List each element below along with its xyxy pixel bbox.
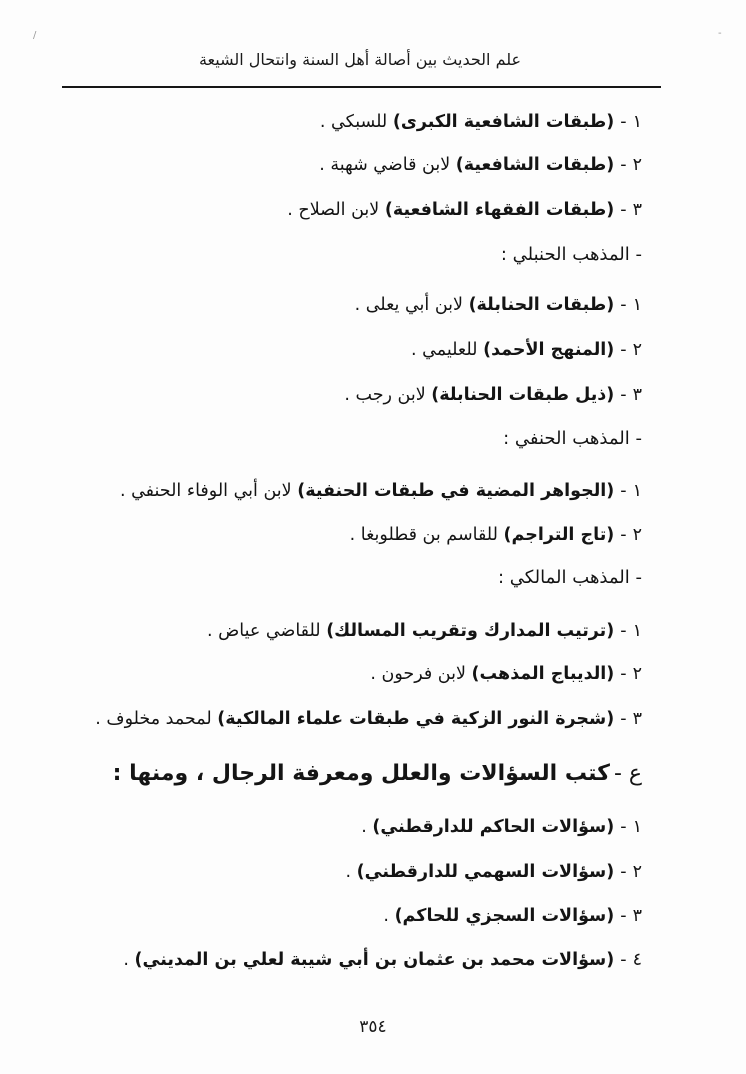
- book-author: .: [123, 950, 135, 970]
- scan-speck: -: [718, 28, 722, 39]
- running-header: علم الحديث بين أصالة أهل السنة وانتحال الشيعة: [198, 50, 522, 69]
- book-title: (تاج التراجم): [503, 525, 615, 545]
- item-dash: -: [620, 112, 627, 132]
- item-number: ١: [632, 621, 642, 641]
- item-dash: -: [620, 862, 627, 882]
- item-dash: -: [620, 295, 627, 315]
- list-item: [120, 477, 642, 505]
- header-rule: [62, 86, 661, 88]
- book-author: لابن أبي يعلى .: [354, 295, 469, 315]
- item-dash: -: [620, 906, 627, 926]
- list-item: [346, 858, 642, 886]
- book-title: (طبقات الشافعية الكبرى): [392, 112, 615, 132]
- book-author: لابن أبي الوفاء الحنفي .: [119, 481, 298, 501]
- item-number: ١: [632, 817, 642, 837]
- section-title: كتب السؤالات والعلل ومعرفة الرجال ، ومنها :: [112, 761, 610, 786]
- item-dash: -: [620, 200, 627, 220]
- book-author: للسبكي .: [319, 112, 393, 132]
- page-number: ٣٥٤: [359, 1017, 387, 1037]
- item-number: ٢: [632, 862, 642, 882]
- list-item: [123, 946, 642, 974]
- item-number: ١: [632, 112, 642, 132]
- book-title: (الديباج المذهب): [471, 664, 615, 684]
- book-author: .: [345, 862, 357, 882]
- madhhab-heading-maliki: - المذهب المالكي :: [497, 567, 642, 588]
- item-number: ٢: [632, 525, 642, 545]
- item-number: ٣: [632, 385, 642, 405]
- book-title: (سؤالات السجزي للحاكم): [394, 906, 615, 926]
- list-item: [355, 291, 642, 319]
- list-item: [207, 617, 642, 645]
- book-author: .: [383, 906, 395, 926]
- item-dash: -: [620, 155, 627, 175]
- list-item: [411, 336, 642, 364]
- book-author: لابن فرحون .: [370, 664, 472, 684]
- item-dash: -: [620, 385, 627, 405]
- book-title: (سؤالات السهمي للدارقطني): [356, 862, 615, 882]
- list-item: [95, 705, 642, 733]
- list-item: [383, 902, 642, 930]
- book-author: للقاسم بن قطلوبغا .: [349, 525, 504, 545]
- item-number: ٢: [632, 664, 642, 684]
- item-dash: -: [620, 525, 627, 545]
- book-author: لمحمد مخلوف .: [95, 709, 218, 729]
- book-title: (الجواهر المضية في طبقات الحنفية): [297, 481, 615, 501]
- madhhab-heading-hanafi: - المذهب الحنفي :: [503, 428, 642, 449]
- item-number: ٢: [632, 155, 642, 175]
- list-item: [344, 381, 642, 409]
- book-title: (ترتيب المدارك وتقريب المسالك): [326, 621, 615, 641]
- book-author: لابن رجب .: [344, 385, 432, 405]
- section-letter: ع -: [613, 761, 642, 786]
- item-dash: -: [620, 621, 627, 641]
- book-author: للعليمي .: [411, 340, 484, 360]
- book-author: لابن الصلاح .: [287, 200, 385, 220]
- item-number: ٣: [632, 709, 642, 729]
- item-dash: -: [620, 340, 627, 360]
- book-title: (طبقات الحنابلة): [468, 295, 615, 315]
- item-dash: -: [620, 817, 627, 837]
- section-heading: [113, 758, 642, 790]
- list-item: [319, 151, 642, 179]
- item-dash: -: [620, 664, 627, 684]
- item-dash: -: [620, 709, 627, 729]
- item-number: ٤: [632, 950, 642, 970]
- madhhab-heading-hanbali: - المذهب الحنبلي :: [500, 244, 642, 265]
- item-number: ١: [632, 295, 642, 315]
- item-dash: -: [620, 950, 627, 970]
- book-author: للقاضي عياض .: [206, 621, 327, 641]
- list-item: [350, 521, 642, 549]
- item-number: ٣: [632, 906, 642, 926]
- item-number: ٢: [632, 340, 642, 360]
- book-title: (طبقات الفقهاء الشافعية): [384, 200, 615, 220]
- item-number: ١: [632, 481, 642, 501]
- list-item: [370, 660, 642, 688]
- book-author: لابن قاضي شهبة .: [319, 155, 456, 175]
- book-title: (المنهج الأحمد): [483, 340, 615, 360]
- book-title: (سؤالات محمد بن عثمان بن أبي شيبة لعلي بن المديني): [134, 950, 615, 970]
- scan-speck: /: [33, 30, 37, 41]
- list-item: [320, 108, 642, 136]
- list-item: [287, 196, 642, 224]
- book-title: (شجرة النور الزكية في طبقات علماء المالكية): [217, 709, 615, 729]
- item-number: ٣: [632, 200, 642, 220]
- book-title: (سؤالات الحاكم للدارقطني): [372, 817, 615, 837]
- book-title: (ذيل طبقات الحنابلة): [431, 385, 615, 405]
- item-dash: -: [620, 481, 627, 501]
- book-title: (طبقات الشافعية): [455, 155, 615, 175]
- book-author: .: [361, 817, 373, 837]
- list-item: [361, 813, 642, 841]
